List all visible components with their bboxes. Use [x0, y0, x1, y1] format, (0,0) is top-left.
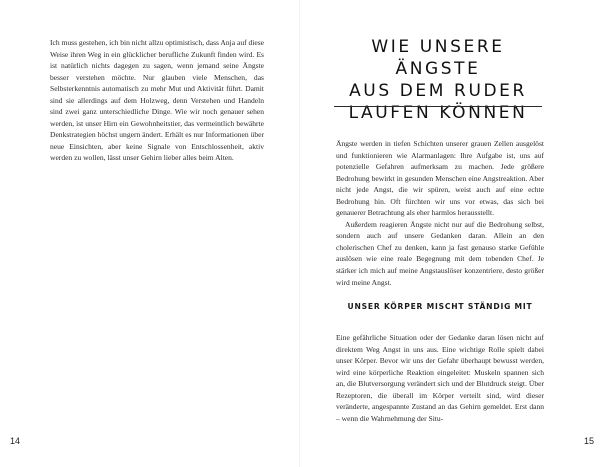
right-paragraph-2: Außerdem reagieren Ängste nicht nur auf die Bedrohung selbst, sondern auch auf unsere Gedanken daran. Allein an den cholerischen Chef zu denken, kann ja fast genauso starke Gefühle auslösen wie eine reale Begegnung mit dem tobenden Chef. Je stärker ich mich auf meine Angstauslöser konzentriere, desto größer wird meine Angst.: [336, 219, 544, 287]
page-number-left: 14: [10, 436, 21, 446]
right-page-intro: [336, 138, 544, 288]
right-paragraph-3: Eine gefährliche Situation oder der Gedanke daran lösen nicht auf direktem Weg Angst in uns aus. Eine wichtige Rolle spielt dabei unser Körper. Bevor wir uns der Gefahr überhaupt bewusst werden, wird eine körperliche Reaktion eingeleitet: Muskeln spannen sich an, die Blutversorgung verändert sich und der Blutdruck steigt. Über Rezeptoren, die überall im Körper verteilt sind, wird dieser veränderte, angespannte Zustand an das Gehirn gemeldet. Erst dann – wenn die Wahrnehmung der Situ-: [336, 333, 544, 423]
right-paragraph-1: Ängste werden in tiefen Schichten unserer grauen Zellen ausgelöst und funktionieren wie Alarmanlagen: Ihre Aufgabe ist, uns auf potenzielle Gefahren aufmerksam zu machen. Jede größere Bedrohung bewirkt in gesunden Menschen eine Angstreaktion. Aber nicht jede Angst, die wir spüren, weist auch auf eine echte Bedrohung hin. Oft fürchten wir uns vor etwas, das sich bei genauerer Betrachtung als eher harmlos herausstellt.: [336, 139, 544, 218]
chapter-title-line-1: WIE UNSERE ÄNGSTE: [371, 37, 505, 79]
title-divider: [334, 106, 542, 107]
chapter-title-line-3: LAUFEN KÖNNEN: [348, 103, 528, 123]
left-page-paragraph: Ich muss gestehen, ich bin nicht allzu optimistisch, dass Anja auf diese Weise ihren Weg in ein glücklicher berufliche Zukunft finden wird. Es ist natürlich nichts dagegen zu sagen, wenn jemand seine Ängste besser verstehen möchte. Nur glauben viele Menschen, das Selbsterkenntnis automatisch zu mehr Mut und Aktivität führt. Damit sind sie allerdings auf dem Holzweg, denn Verstehen und Handeln sind zwei ganz unterschiedliche Dinge. Wie wir noch genauer sehen werden, ist unser Hirn ein Gewohnheitstier, das vermeintlich bewährte Denkstrategien höchst ungern ändert. Erhält es nur Informationen über neue Einsichten, aber keine Signale von Entschlossenheit, aktiv werden zu wollen, lässt unser Gehirn lieber alles beim Alten.: [50, 38, 264, 163]
section-heading: UNSER KÖRPER MISCHT STÄNDIG MIT: [347, 302, 533, 311]
chapter-title: [334, 36, 542, 124]
chapter-title-line-2: AUS DEM RUDER: [349, 81, 527, 101]
right-page-section: [336, 332, 544, 424]
page-number-right: 15: [584, 436, 595, 446]
